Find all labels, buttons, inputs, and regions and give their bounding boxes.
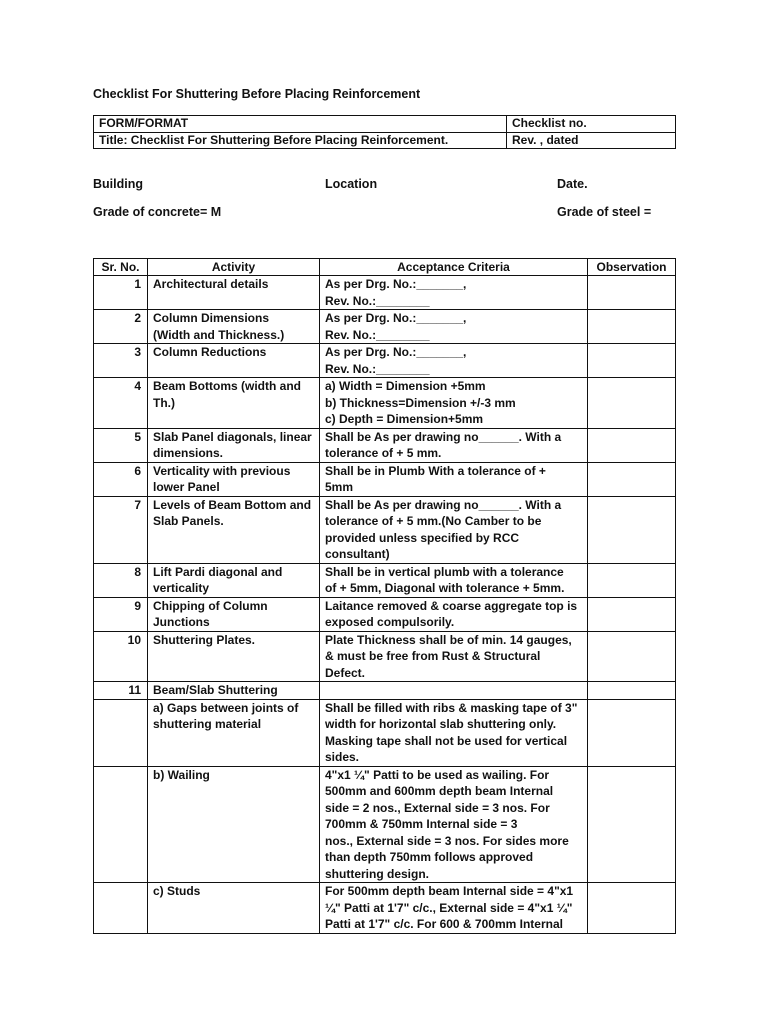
table-row xyxy=(94,378,676,429)
form-row xyxy=(94,132,676,149)
activity-cell: Column Reductions xyxy=(148,344,320,378)
observation-cell xyxy=(588,276,676,310)
sr-no-cell: 10 xyxy=(94,631,148,682)
table-row xyxy=(94,563,676,597)
form-row xyxy=(94,116,676,133)
acceptance-criteria-cell: Shall be As per drawing no______. With a tolerance of + 5 mm.(No Camber to be provided unless specified by RCC consultant) xyxy=(320,496,588,563)
table-row xyxy=(94,310,676,344)
location-label: Location xyxy=(325,177,378,191)
sr-no-cell xyxy=(94,883,148,934)
column-header-observation: Observation xyxy=(588,259,676,276)
table-row xyxy=(94,699,676,766)
form-title-cell: Title: Checklist For Shuttering Before Placing Reinforcement. xyxy=(94,132,507,149)
activity-cell: Beam Bottoms (width and Th.) xyxy=(148,378,320,429)
acceptance-criteria-cell: Shall be As per drawing no______. With a tolerance of + 5 mm. xyxy=(320,428,588,462)
table-row xyxy=(94,428,676,462)
sr-no-cell: 5 xyxy=(94,428,148,462)
acceptance-criteria-cell: For 500mm depth beam Internal side = 4"x1 ¼" Patti at 1'7" c/c., External side = 4"x1 ¼" Patti at 1'7" c/c. For 600 & 700mm Internal xyxy=(320,883,588,934)
sr-no-cell: 1 xyxy=(94,276,148,310)
acceptance-criteria-cell: Plate Thickness shall be of min. 14 gauges, & must be free from Rust & Structural Defect. xyxy=(320,631,588,682)
activity-cell: c) Studs xyxy=(148,883,320,934)
column-header-activity: Activity xyxy=(148,259,320,276)
table-row xyxy=(94,883,676,934)
acceptance-criteria-cell: As per Drg. No.:_______, Rev. No.:________ xyxy=(320,344,588,378)
table-row xyxy=(94,496,676,563)
activity-cell: Slab Panel diagonals, linear dimensions. xyxy=(148,428,320,462)
activity-cell: Architectural details xyxy=(148,276,320,310)
form-header-table xyxy=(93,115,676,149)
sr-no-cell: 9 xyxy=(94,597,148,631)
table-row xyxy=(94,276,676,310)
sr-no-cell xyxy=(94,699,148,766)
table-row xyxy=(94,682,676,700)
observation-cell xyxy=(588,344,676,378)
sr-no-cell: 2 xyxy=(94,310,148,344)
sr-no-cell xyxy=(94,766,148,883)
activity-cell: a) Gaps between joints of shuttering material xyxy=(148,699,320,766)
table-row xyxy=(94,597,676,631)
observation-cell xyxy=(588,496,676,563)
observation-cell xyxy=(588,682,676,700)
activity-cell: Beam/Slab Shuttering xyxy=(148,682,320,700)
sr-no-cell: 7 xyxy=(94,496,148,563)
building-label: Building xyxy=(93,177,143,191)
acceptance-criteria-cell: As per Drg. No.:_______, Rev. No.:________ xyxy=(320,276,588,310)
table-header-row xyxy=(94,259,676,276)
table-row xyxy=(94,462,676,496)
table-row xyxy=(94,344,676,378)
form-format-cell: FORM/FORMAT xyxy=(94,116,507,133)
column-header-sr-no: Sr. No. xyxy=(94,259,148,276)
observation-cell xyxy=(588,428,676,462)
page-title: Checklist For Shuttering Before Placing Reinforcement xyxy=(93,87,421,101)
observation-cell xyxy=(588,462,676,496)
acceptance-criteria-cell: a) Width = Dimension +5mm b) Thickness=Dimension +/-3 mm c) Depth = Dimension+5mm xyxy=(320,378,588,429)
acceptance-criteria-cell: 4"x1 ¼" Patti to be used as wailing. For 500mm and 600mm depth beam Internal side = 2 nos., External side = 3 nos. For 700mm & 750mm Internal side = 3 nos., External side = 3 nos. For sides more than depth 750mm follows approved shuttering design. xyxy=(320,766,588,883)
column-header-acceptance-criteria: Acceptance Criteria xyxy=(320,259,588,276)
checklist-table xyxy=(93,258,676,934)
acceptance-criteria-cell: Laitance removed & coarse aggregate top is exposed compulsorily. xyxy=(320,597,588,631)
observation-cell xyxy=(588,563,676,597)
activity-cell: Verticality with previous lower Panel xyxy=(148,462,320,496)
sr-no-cell: 4 xyxy=(94,378,148,429)
date-label: Date. xyxy=(557,177,588,191)
observation-cell xyxy=(588,699,676,766)
observation-cell xyxy=(588,631,676,682)
sr-no-cell: 3 xyxy=(94,344,148,378)
activity-cell: Lift Pardi diagonal and verticality xyxy=(148,563,320,597)
grade-of-steel-label: Grade of steel = xyxy=(557,205,652,219)
sr-no-cell: 8 xyxy=(94,563,148,597)
table-row xyxy=(94,631,676,682)
activity-cell: Levels of Beam Bottom and Slab Panels. xyxy=(148,496,320,563)
observation-cell xyxy=(588,310,676,344)
activity-cell: b) Wailing xyxy=(148,766,320,883)
observation-cell xyxy=(588,883,676,934)
revision-cell: Rev. , dated xyxy=(507,132,676,149)
checklist-no-cell: Checklist no. xyxy=(507,116,676,133)
grade-of-concrete-label: Grade of concrete= M xyxy=(93,205,222,219)
table-row xyxy=(94,766,676,883)
observation-cell xyxy=(588,597,676,631)
acceptance-criteria-cell: As per Drg. No.:_______, Rev. No.:________ xyxy=(320,310,588,344)
acceptance-criteria-cell xyxy=(320,682,588,700)
sr-no-cell: 6 xyxy=(94,462,148,496)
acceptance-criteria-cell: Shall be in vertical plumb with a tolerance of + 5mm, Diagonal with tolerance + 5mm. xyxy=(320,563,588,597)
activity-cell: Shuttering Plates. xyxy=(148,631,320,682)
sr-no-cell: 11 xyxy=(94,682,148,700)
observation-cell xyxy=(588,766,676,883)
observation-cell xyxy=(588,378,676,429)
acceptance-criteria-cell: Shall be in Plumb With a tolerance of + 5mm xyxy=(320,462,588,496)
activity-cell: Column Dimensions (Width and Thickness.) xyxy=(148,310,320,344)
acceptance-criteria-cell: Shall be filled with ribs & masking tape of 3" width for horizontal slab shuttering only. Masking tape shall not be used for vertical sides. xyxy=(320,699,588,766)
activity-cell: Chipping of Column Junctions xyxy=(148,597,320,631)
